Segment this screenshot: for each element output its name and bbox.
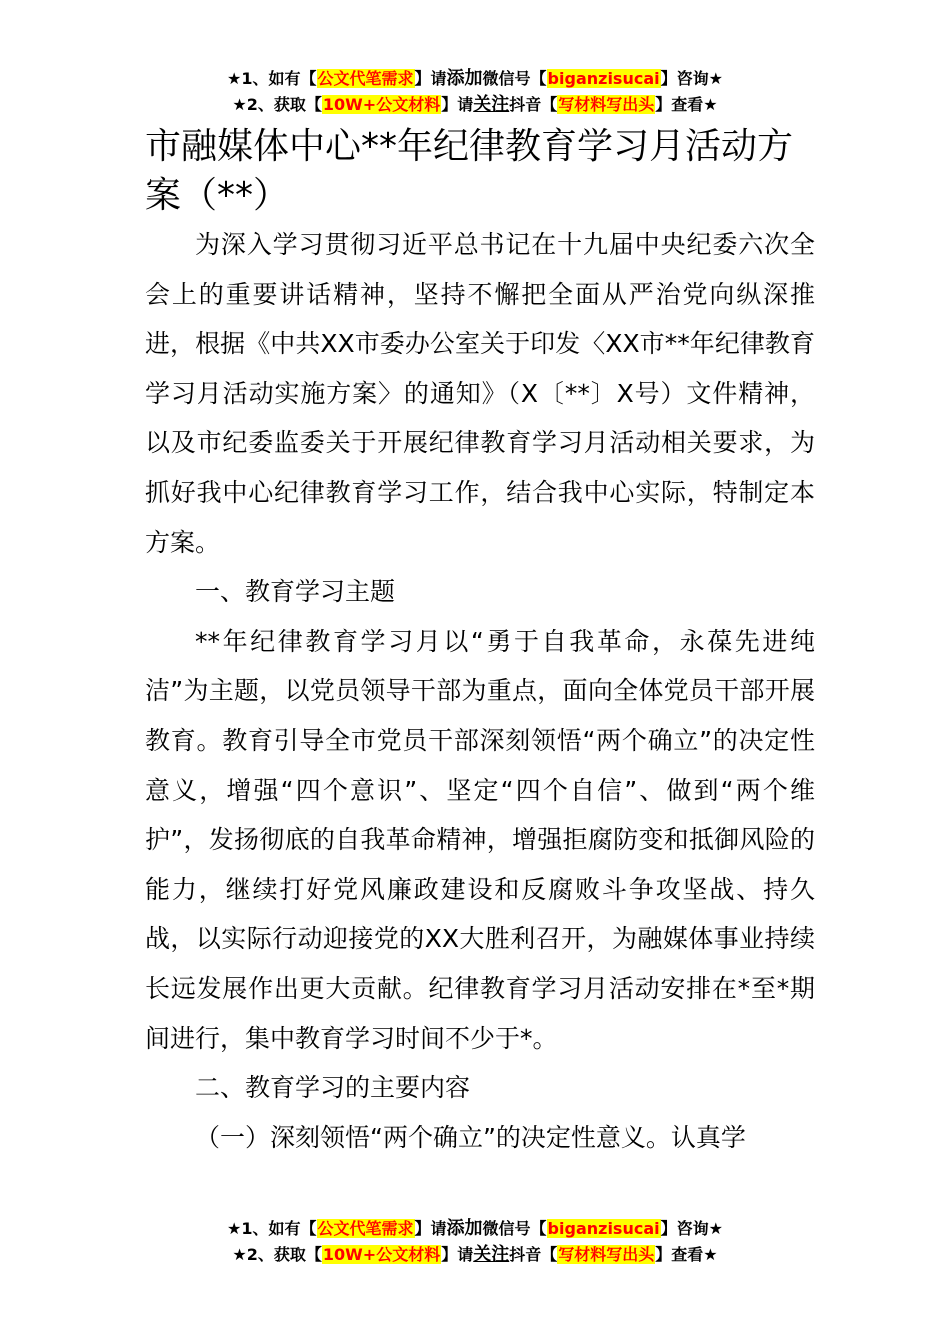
banner-line-2: ★2、获取【10W+公文材料】请关注抖音【写材料写出头】查看★ — [232, 94, 718, 115]
highlight-wechat-id: biganzisucai — [547, 1219, 660, 1238]
footer-banner — [0, 1216, 950, 1268]
highlight-materials: 10W+公文材料 — [322, 1245, 441, 1264]
footer-banner-line-2: ★2、获取【10W+公文材料】请关注抖音【写材料写出头】查看★ — [232, 1244, 718, 1265]
section-heading-1: 一、教育学习主题 — [195, 577, 396, 607]
document-title: 市融媒体中心**年纪律教育学习月活动方案（**） — [145, 126, 794, 216]
paragraph-intro: 为深入学习贯彻习近平总书记在十九届中央纪委六次全会上的重要讲话精神，坚持不懈把全面从严治党向纵深推进，根据《中共XX市委办公室关于印发〈XX市**年纪律教育学习月活动实施方案〉的通知》（X〔**〕X号）文件精神，以及市纪委监委关于开展纪律教育学习月活动相关要求，为抓好我中心纪律教育学习工作，结合我中心实际，特制定本方案。 — [145, 230, 815, 557]
highlight-douyin-account: 写材料写出头 — [558, 95, 655, 114]
header-banner — [0, 66, 950, 118]
highlight-douyin-account: 写材料写出头 — [558, 1245, 655, 1264]
highlight-wechat-id: biganzisucai — [547, 69, 660, 88]
highlight-writing-service: 公文代笔需求 — [317, 1219, 414, 1238]
banner-line-1: ★1、如有【公文代笔需求】请添加微信号【biganzisucai】咨询★ — [227, 68, 723, 89]
highlight-materials: 10W+公文材料 — [322, 95, 441, 114]
section-heading-2: 二、教育学习的主要内容 — [195, 1073, 471, 1103]
highlight-writing-service: 公文代笔需求 — [317, 69, 414, 88]
document-body — [145, 220, 815, 1162]
paragraph-subsection-1: （一）深刻领悟“两个确立”的决定性意义。认真学 — [195, 1122, 746, 1152]
footer-banner-line-1: ★1、如有【公文代笔需求】请添加微信号【biganzisucai】咨询★ — [227, 1218, 723, 1239]
paragraph-theme: **年纪律教育学习月以“勇于自我革命，永葆先进纯洁”为主题，以党员领导干部为重点，面向全体党员干部开展教育。教育引导全市党员干部深刻领悟“两个确立”的决定性意义，增强“四个意识”、坚定“四个自信”、做到“两个维护”，发扬彻底的自我革命精神，增强拒腐防变和抵御风险的能力，继续打好党风廉政建设和反腐败斗争攻坚战、持久战，以实际行动迎接党的XX大胜利召开，为融媒体事业持续长远发展作出更大贡献。纪律教育学习月活动安排在*至*期间进行，集中教育学习时间不少于*。 — [145, 626, 815, 1053]
